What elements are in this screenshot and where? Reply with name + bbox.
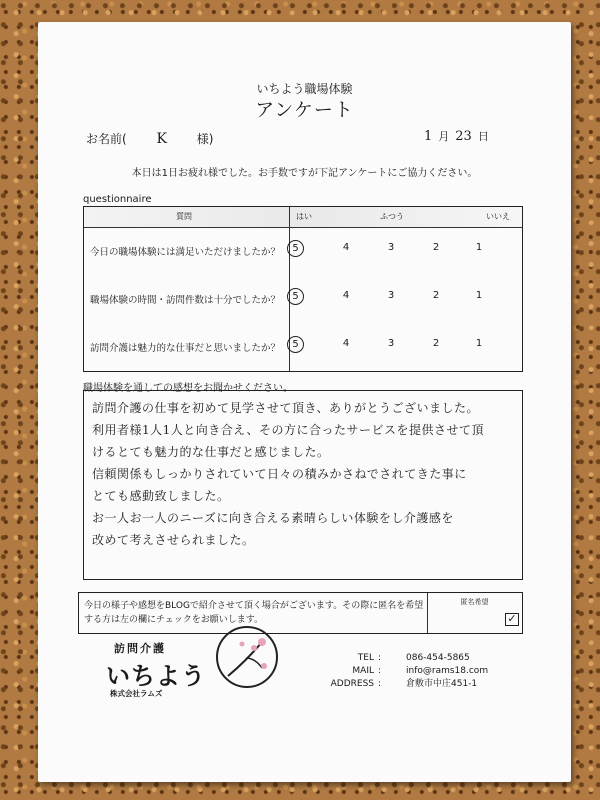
impression-line: 訪問介護の仕事を初めて見学させて頂き、ありがとうございました。 [92, 401, 480, 415]
survey-subtitle: いちよう職場体験 [256, 82, 353, 96]
mail-value: info@rams18.com [406, 666, 489, 676]
company-logo [98, 620, 278, 710]
impression-line: お一人お一人のニーズに向き合える素晴らしい体験をし介護感を [92, 511, 454, 525]
impressions-label: 職場体験を通しての感想をお聞かせください。 [83, 383, 293, 394]
mail-label: MAIL [352, 666, 374, 676]
rating-option[interactable]: 5 [287, 240, 304, 257]
rating-option[interactable]: 4 [342, 338, 350, 349]
date-row [418, 128, 489, 144]
rating-option[interactable]: 4 [342, 242, 350, 253]
question-text: 今日の職場体験には満足いただけましたか？ [90, 247, 281, 258]
impressions-box [83, 390, 523, 580]
impression-line: とても感動致しました。 [92, 489, 230, 503]
name-suffix: 様) [196, 132, 214, 146]
name-row [86, 130, 213, 147]
impression-line: けるとても魅力的な仕事だと感じました。 [92, 445, 330, 459]
question-text: 訪問介護は魅力的な仕事だと思いましたか？ [90, 343, 281, 354]
rating-option[interactable]: 5 [287, 288, 304, 305]
name-label: お名前( [86, 132, 127, 146]
rating-option[interactable]: 2 [432, 290, 440, 301]
rating-option[interactable]: 4 [342, 290, 350, 301]
date-day-label: 日 [477, 130, 489, 143]
intro-text: 本日は1日お疲れ様でした。お手数ですが下記アンケートにご協力ください。 [131, 168, 478, 179]
colon: : [378, 679, 382, 689]
header-neutral: ふつう [380, 212, 404, 221]
date-month: 1 [424, 129, 433, 144]
question-row [84, 323, 522, 371]
anonymous-checkbox[interactable]: ✓ [505, 613, 519, 626]
rating-option[interactable]: 1 [475, 290, 483, 301]
rating-option[interactable]: 3 [387, 242, 395, 253]
questionnaire-header [84, 207, 522, 228]
question-row [84, 227, 522, 275]
rating-option[interactable]: 1 [475, 242, 483, 253]
contact-values [406, 652, 488, 691]
logo-line2: いちよう [106, 662, 206, 690]
survey-sheet [38, 22, 571, 782]
blog-text-line: する方は左の欄にチェックをお願いします。 [84, 615, 264, 625]
header-question: 質問 [176, 212, 192, 221]
header-no: いいえ [486, 212, 510, 221]
rating-option[interactable]: 3 [387, 338, 395, 349]
rating-option[interactable]: 2 [432, 242, 440, 253]
blossom-emblem-icon [216, 626, 278, 688]
impression-line: 信頼関係もしっかりされていて日々の積みかさねでされてきた事に [92, 467, 467, 481]
tel-label: TEL [357, 653, 374, 663]
rating-option[interactable]: 5 [287, 336, 304, 353]
impression-line: 利用者様1人1人と向き合え、その方に合ったサービスを提供させて頂 [92, 423, 484, 437]
logo-line3: 株式会社ラムズ [110, 689, 163, 698]
tel-value: 086-454-5865 [406, 653, 470, 663]
colon: : [378, 653, 382, 663]
address-value: 倉敷市中庄451-1 [406, 679, 478, 689]
impression-line: 改めて考えさせられました。 [92, 533, 255, 547]
anonymous-label: 匿名希望 [460, 598, 489, 606]
logo-line1: 訪問介護 [114, 642, 166, 655]
header-yes: はい [296, 212, 312, 221]
question-text: 職場体験の時間・訪問件数は十分でしたか？ [90, 295, 281, 306]
colon: : [378, 666, 382, 676]
questionnaire-label: questionnaire [83, 194, 152, 205]
contact-labels [322, 652, 374, 691]
blog-text-line: 今日の様子や感想をBLOGで紹介させて頂く場合がございます。その際に匿名を希望 [84, 601, 424, 611]
contact-colons [378, 652, 386, 691]
date-day: 23 [455, 129, 472, 144]
survey-title: アンケート [255, 99, 354, 121]
question-row [84, 275, 522, 323]
rating-option[interactable]: 1 [475, 338, 483, 349]
rating-option[interactable]: 2 [432, 338, 440, 349]
name-value: K [156, 131, 167, 147]
date-month-label: 月 [438, 130, 450, 143]
rating-option[interactable]: 3 [387, 290, 395, 301]
questionnaire-table [83, 206, 523, 372]
address-label: ADDRESS [330, 679, 374, 689]
